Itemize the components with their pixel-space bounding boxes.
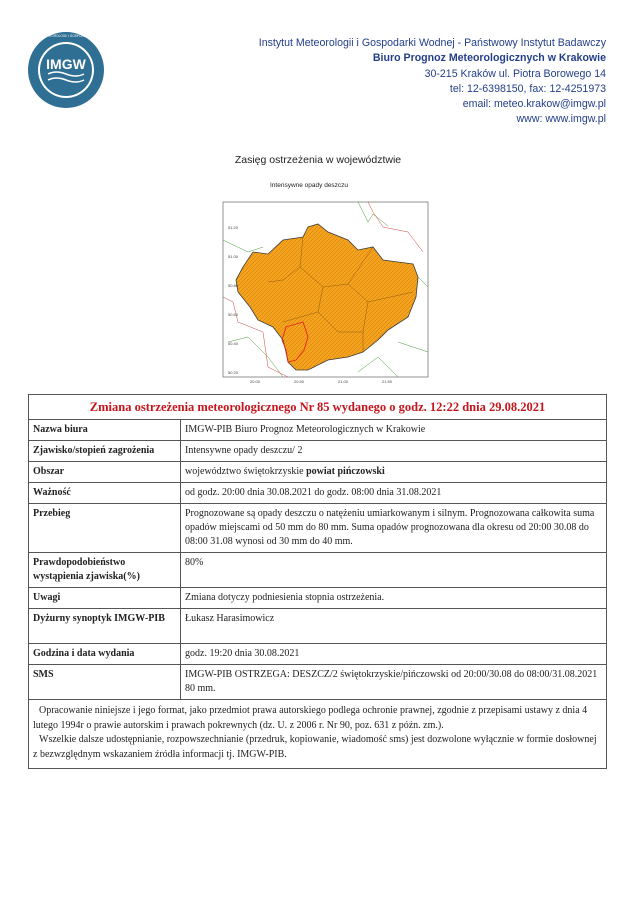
row-label: Ważność bbox=[29, 483, 181, 504]
logo-text: IMGW bbox=[46, 56, 86, 72]
row-label: Nazwa biura bbox=[29, 420, 181, 441]
table-row bbox=[29, 588, 607, 609]
forecaster-value: Łukasz Harasimowicz bbox=[181, 609, 607, 644]
table-row bbox=[29, 462, 607, 483]
office-email: email: meteo.krakow@imgw.pl bbox=[462, 98, 606, 111]
table-row bbox=[29, 644, 607, 665]
area-county: powiat pińczowski bbox=[306, 466, 385, 477]
validity-value: od godz. 20:00 dnia 30.08.2021 do godz. 08:00 dnia 31.08.2021 bbox=[181, 483, 607, 504]
lon-label: 20.50 bbox=[294, 379, 305, 384]
map-longitude-labels bbox=[250, 379, 393, 384]
distribution-paragraph: Wszelkie dalsze udostępnianie, rozpowszechnianie (przedruk, kopiowanie, wiadomość sms) jest dozwolone wyłącznie w formie dosłownej z bezwzględnym wskazaniem źródła informacji tj. IMGW-PIB. bbox=[33, 734, 597, 760]
table-row bbox=[29, 609, 607, 644]
phenomenon-value: Intensywne opady deszczu/ 2 bbox=[181, 441, 607, 462]
area-voivodeship: województwo świętokrzyskie bbox=[185, 466, 307, 477]
lat-label: 50.60 bbox=[228, 312, 239, 317]
institute-header bbox=[259, 36, 606, 128]
office-address: 30-215 Kraków ul. Piotra Borowego 14 bbox=[424, 67, 606, 80]
office-value: IMGW-PIB Biuro Prognoz Meteorologicznych w Krakowie bbox=[181, 420, 607, 441]
remarks-value: Zmiana dotyczy podniesienia stopnia ostrzeżenia. bbox=[181, 588, 607, 609]
page-title: Zasięg ostrzeżenia w województwie bbox=[234, 154, 402, 166]
imgw-logo bbox=[26, 30, 106, 110]
table-row bbox=[29, 483, 607, 504]
office-phone: tel: 12-6398150, fax: 12-4251973 bbox=[449, 82, 606, 95]
area-value bbox=[181, 462, 607, 483]
lat-label: 50.80 bbox=[228, 283, 239, 288]
row-label: Prawdopodobieństwo wystąpienia zjawiska(%) bbox=[29, 553, 181, 588]
office-website: www: www.imgw.pl bbox=[516, 113, 606, 126]
warning-heading: Zmiana ostrzeżenia meteorologicznego Nr 85 wydanego o godz. 12:22 dnia 29.08.2021 bbox=[29, 395, 607, 420]
copyright-paragraph: Opracowanie niniejsze i jego format, jako przedmiot prawa autorskiego podlega ochronie prawnej, zgodnie z przepisami ustawy z dnia 4 lutego 1994r o prawie autorskim i prawach pokrewnych (dz. U. z 2006 r. Nr 90, poz. 631 z późn. zm.). bbox=[33, 705, 588, 731]
lat-label: 51.20 bbox=[228, 225, 239, 230]
table-row bbox=[29, 441, 607, 462]
lon-label: 21.50 bbox=[382, 379, 393, 384]
row-label: Zjawisko/stopień zagrożenia bbox=[29, 441, 181, 462]
row-label: Dyżurny synoptyk IMGW-PIB bbox=[29, 609, 181, 644]
warning-map bbox=[208, 192, 434, 392]
course-value: Prognozowane są opady deszczu o natężeniu umiarkowanym i silnym. Prognozowana całkowita suma opadów miejscami od 50 mm do 80 mm. Suma opadów prognozowana dla okresu od 20:00 30.08 do 08:00 31.08 wynosi od 30 mm do 40 mm. bbox=[181, 504, 607, 553]
map-title: Intensywne opady deszczu bbox=[270, 182, 349, 189]
table-row bbox=[29, 420, 607, 441]
table-row bbox=[29, 504, 607, 553]
sms-value: IMGW-PIB OSTRZEGA: DESZCZ/2 świętokrzyskie/pińczowski od 20:00/30.08 do 08:00/31.08.2021 80 mm. bbox=[181, 665, 607, 700]
table-row bbox=[29, 665, 607, 700]
row-label: Godzina i data wydania bbox=[29, 644, 181, 665]
table-row bbox=[29, 553, 607, 588]
row-label: Obszar bbox=[29, 462, 181, 483]
lat-label: 50.40 bbox=[228, 341, 239, 346]
table-row bbox=[29, 700, 607, 769]
institute-name: Instytut Meteorologii i Gospodarki Wodnej - Państwowy Instytut Badawczy bbox=[258, 37, 606, 49]
row-label: Uwagi bbox=[29, 588, 181, 609]
lon-label: 21.00 bbox=[338, 379, 349, 384]
row-label: SMS bbox=[29, 665, 181, 700]
logo-ring-text: INSTYTUT METEOROLOGII I GOSPODARKI WODNEJ bbox=[26, 34, 106, 38]
row-label: Przebieg bbox=[29, 504, 181, 553]
probability-value: 80% bbox=[181, 553, 607, 588]
lon-label: 20.00 bbox=[250, 379, 261, 384]
office-name: Biuro Prognoz Meteorologicznych w Krakowie bbox=[372, 52, 606, 65]
copyright-notice bbox=[29, 700, 607, 769]
lat-label: 50.20 bbox=[228, 370, 239, 375]
issue-time-value: godz. 19:20 dnia 30.08.2021 bbox=[181, 644, 607, 665]
warning-table bbox=[28, 394, 607, 769]
lat-label: 51.00 bbox=[228, 254, 239, 259]
